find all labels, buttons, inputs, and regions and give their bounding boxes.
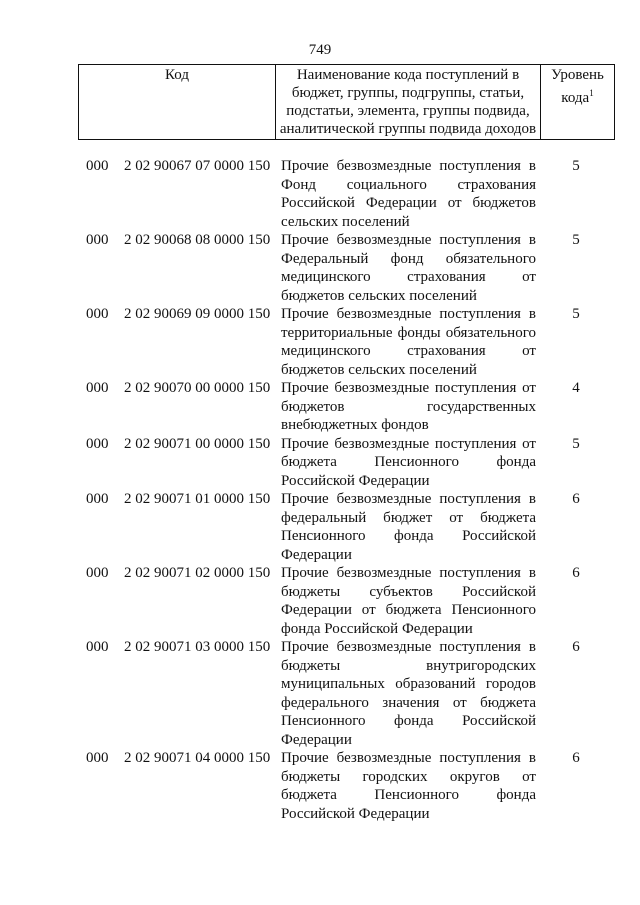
header-code: Код bbox=[79, 65, 276, 139]
row-level: 6 bbox=[572, 639, 580, 655]
row-admin-code: 000 bbox=[86, 565, 109, 581]
page-number: 749 bbox=[308, 42, 332, 58]
row-admin-code: 000 bbox=[86, 435, 109, 452]
row-admin-code: 000 bbox=[86, 639, 109, 655]
row-admin-code: 000 bbox=[86, 491, 109, 507]
table-row bbox=[0, 490, 640, 564]
row-code: 2 02 90070 00 0000 150 bbox=[124, 380, 271, 396]
row-name: Прочие безвозмездные поступления в Федеральный фонд обязательного медицинского страхования от бюджетов сельских поселений bbox=[281, 232, 536, 304]
row-admin-code: 000 bbox=[86, 158, 109, 174]
row-name: Прочие безвозмездные поступления от бюджетов государственных внебюджетных фондов bbox=[281, 380, 536, 433]
table-header bbox=[78, 64, 615, 140]
row-name: Прочие безвозмездные поступления от бюджета Пенсионного фонда Российской Федерации bbox=[281, 435, 536, 489]
row-name: Прочие безвозмездные поступления в Фонд социального страхования Российской Федерации от бюджетов сельских поселений bbox=[281, 158, 536, 230]
table-row bbox=[0, 379, 640, 435]
header-level-footnote: 1 bbox=[589, 88, 594, 98]
table-row bbox=[0, 638, 640, 749]
row-code: 2 02 90071 00 0000 150 bbox=[124, 435, 271, 452]
table-row bbox=[0, 231, 640, 305]
row-level: 5 bbox=[572, 158, 580, 174]
row-admin-code: 000 bbox=[86, 232, 109, 248]
row-level: 5 bbox=[572, 306, 580, 322]
table-row bbox=[0, 749, 640, 823]
header-name: Наименование кода поступлений в бюджет, группы, подгруппы, статьи, подстатьи, элемента, группы подвида, аналитической группы подвида доходов bbox=[276, 65, 541, 139]
header-level-label: Уровень кода bbox=[551, 67, 604, 106]
row-name: Прочие безвозмездные поступления в бюджеты субъектов Российской Федерации от бюджета Пенсионного фонда Российской Федерации bbox=[281, 565, 536, 637]
row-admin-code: 000 bbox=[86, 380, 109, 396]
row-name: Прочие безвозмездные поступления в бюджеты городских округов от бюджета Пенсионного фонда Российской Федерации bbox=[281, 750, 536, 822]
table-row bbox=[0, 157, 640, 231]
table-row bbox=[0, 305, 640, 379]
table-row bbox=[0, 435, 640, 491]
row-code: 2 02 90071 04 0000 150 bbox=[124, 750, 271, 766]
row-code: 2 02 90071 03 0000 150 bbox=[124, 639, 271, 655]
row-level: 6 bbox=[572, 491, 580, 507]
row-admin-code: 000 bbox=[86, 750, 109, 766]
row-level: 5 bbox=[572, 435, 580, 452]
table-row bbox=[0, 564, 640, 638]
row-code: 2 02 90069 09 0000 150 bbox=[124, 306, 271, 322]
table-body bbox=[0, 157, 640, 823]
row-level: 6 bbox=[572, 750, 580, 766]
row-level: 5 bbox=[572, 232, 580, 248]
row-name: Прочие безвозмездные поступления в территориальные фонды обязательного медицинского страхования от бюджетов сельских поселений bbox=[281, 306, 536, 378]
header-level bbox=[541, 65, 614, 139]
row-code: 2 02 90071 02 0000 150 bbox=[124, 565, 271, 581]
row-code: 2 02 90068 08 0000 150 bbox=[124, 232, 271, 248]
row-code: 2 02 90071 01 0000 150 bbox=[124, 491, 271, 507]
row-level: 6 bbox=[572, 565, 580, 581]
row-name: Прочие безвозмездные поступления в федеральный бюджет от бюджета Пенсионного фонда Российской Федерации bbox=[281, 491, 536, 563]
row-level: 4 bbox=[572, 380, 580, 396]
row-name: Прочие безвозмездные поступления в бюджеты внутригородских муниципальных образований городов федерального значения от бюджета Пенсионного фонда Российской Федерации bbox=[281, 639, 536, 748]
row-code: 2 02 90067 07 0000 150 bbox=[124, 158, 271, 174]
row-admin-code: 000 bbox=[86, 306, 109, 322]
